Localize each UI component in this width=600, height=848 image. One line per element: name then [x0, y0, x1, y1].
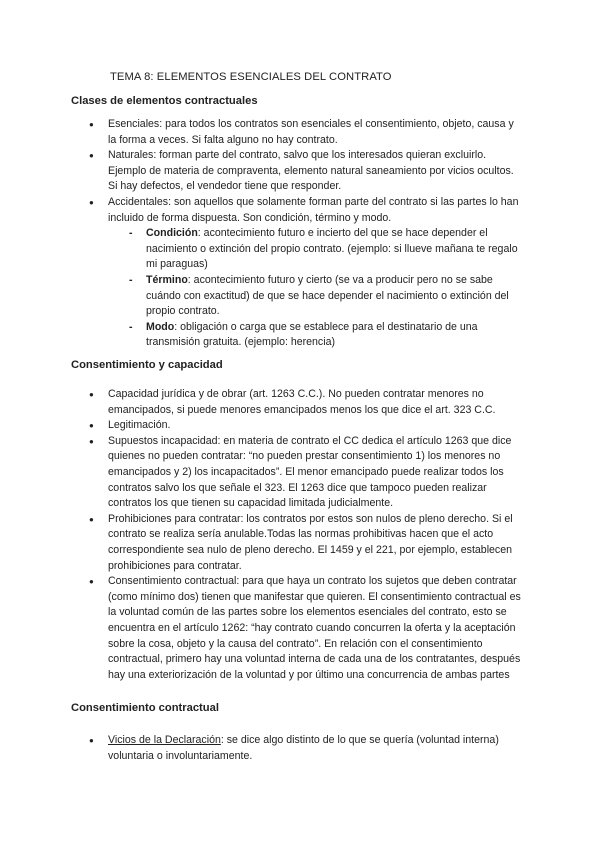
sub-list: [108, 226, 522, 351]
underlined-term: Vicios de la Declaración: [108, 734, 221, 746]
term: Término: [146, 273, 188, 286]
document-title: TEMA 8: ELEMENTOS ESENCIALES DEL CONTRATO: [110, 71, 392, 83]
term: Condición: [146, 227, 198, 240]
list-item: ● Vicios de la Declaración: se dice algo distinto de lo que se quería (voluntad interna) voluntaria o involuntariamente.: [0, 733, 522, 764]
sub-list-item: - Término: acontecimiento futuro y cierto (se va a producir pero no se sabe cuándo con exactitud) de que se hace depender el nacimiento o extinción del propio contrato.: [146, 273, 522, 320]
list-item: ● Prohibiciones para contratar: los contratos por estos son nulos de pleno derecho. Si el contrato se realiza sería anulable.Todas las normas prohibitivas hacen que el acto correspondiente sea nulo de pleno derecho. El 1459 y el 221, por ejemplo, establecen prohibiciones para contratar.: [0, 512, 522, 574]
list-item: ● Legitimación.: [0, 418, 522, 434]
list-item: ● Esenciales: para todos los contratos son esenciales el consentimiento, objeto, causa y la forma a veces. Si falta alguno no hay contrato.: [0, 117, 522, 148]
section-heading-clases: Clases de elementos contractuales: [71, 95, 258, 107]
section-heading-consentimiento-capacidad: Consentimiento y capacidad: [71, 359, 223, 371]
section-heading-consentimiento-contractual: Consentimiento contractual: [71, 702, 219, 714]
list-item: ● Capacidad jurídica y de obrar (art. 1263 C.C.). No pueden contratar menores no emancipados, si puede menores emancipados menos los que dice el art. 323 C.C.: [0, 387, 522, 418]
sub-list-item: - Modo: obligación o carga que se establece para el destinatario de una transmisión gratuita. (ejemplo: herencia): [146, 320, 522, 351]
section-list-consentimiento-contractual: [0, 733, 522, 764]
section-list-clases: [0, 117, 522, 351]
list-item: ● Accidentales: son aquellos que solamente forman parte del contrato si las partes lo han incluido de forma dispuesta. Son condición, término y modo. - Condición: acontecimiento futuro e incierto del que se hace depender el nacimiento o extinción del propio contrato. (ejemplo: si llueve mañana te regalo mi paraguas) - Término: acontecimiento futuro y cierto (se va a producir pero no se sabe cuándo con exactitud) de que se hace depender el nacimiento o extinción del propio contrato. - Modo: obligación o carga que se establece para el destinatario de una transmisión gratuita. (ejemplo: herencia): [0, 195, 522, 351]
list-item: ● Consentimiento contractual: para que haya un contrato los sujetos que deben contratar (como mínimo dos) tienen que manifestar que quieren. El consentimiento contractual es la voluntad común de las partes sobre los elementos esenciales del contrato, esto se encuentra en el artículo 1262: “hay contrato cuando concurren la oferta y la aceptación sobre la cosa, objeto y la causa del contrato”. En relación con el consentimiento contractual, primero hay una voluntad interna de cada una de los contratantes, después hay una exteriorización de la voluntad y por último una concurrencia de ambas partes: [0, 574, 522, 683]
section-list-consentimiento-capacidad: [0, 387, 522, 683]
term: Modo: [146, 320, 175, 333]
list-item: ● Naturales: forman parte del contrato, salvo que los interesados quieran excluirlo. Ejemplo de materia de compraventa, elemento natural saneamiento por vicios ocultos. Si hay defectos, el vendedor tiene que responder.: [0, 148, 522, 195]
sub-list-item: - Condición: acontecimiento futuro e incierto del que se hace depender el nacimiento o extinción del propio contrato. (ejemplo: si llueve mañana te regalo mi paraguas): [146, 226, 522, 273]
list-item: ● Supuestos incapacidad: en materia de contrato el CC dedica el artículo 1263 que dice quienes no pueden contratar: “no pueden prestar consentimiento 1) los menores no emancipados y 2) los incapacitados”. El menor emancipado puede realizar todos los contratos salvo los que señale el 323. El 1263 dice que tampoco pueden realizar contratos los que tienen su capacidad limitada judicialmente.: [0, 434, 522, 512]
